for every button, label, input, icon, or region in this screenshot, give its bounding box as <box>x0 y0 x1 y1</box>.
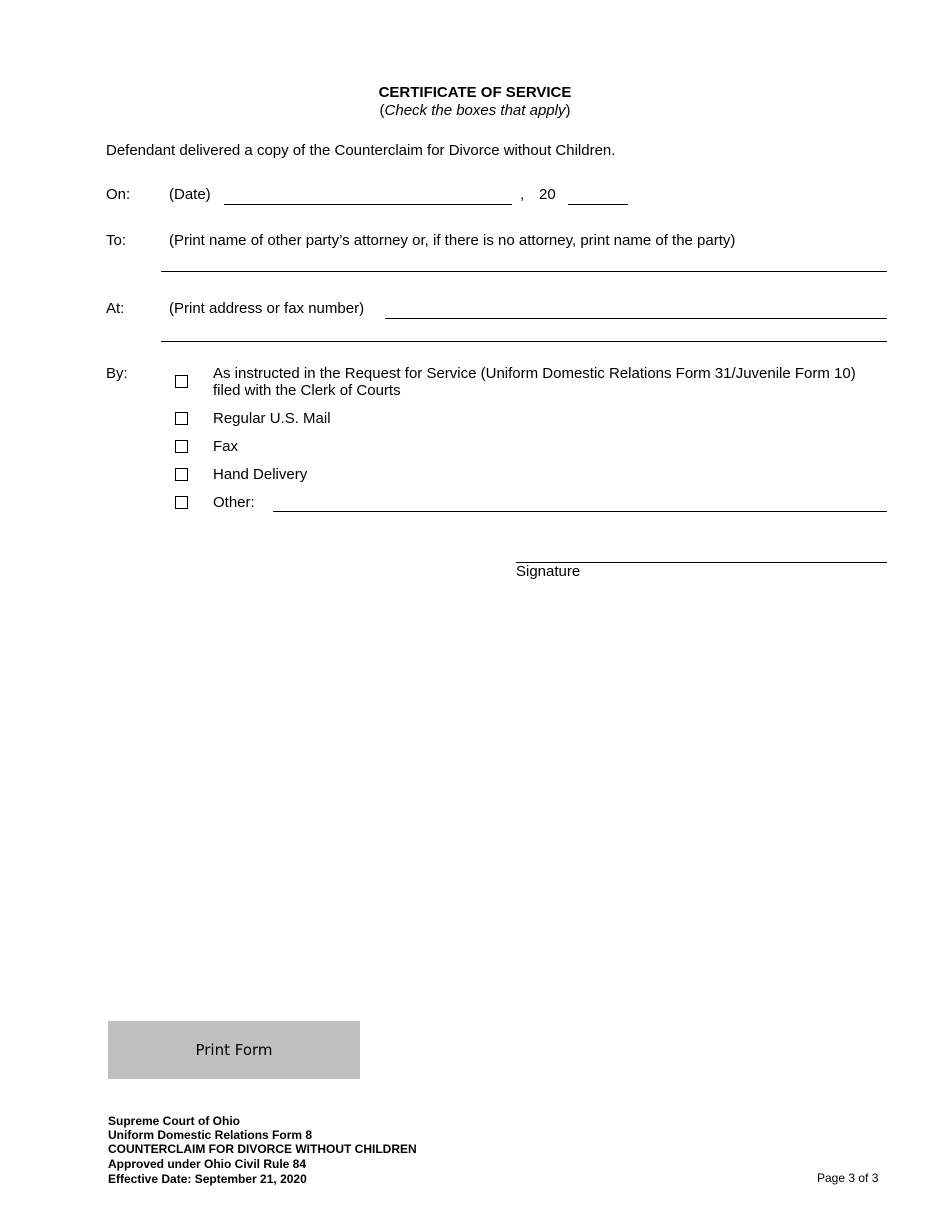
to-instruction: (Print name of other party’s attorney or, if there is no attorney, print name of the party) <box>169 232 736 249</box>
footer-form-title: COUNTERCLAIM FOR DIVORCE WITHOUT CHILDREN <box>108 1142 417 1156</box>
at-field[interactable] <box>385 318 887 319</box>
page-subtitle: (Check the boxes that apply) <box>379 102 571 119</box>
checkbox-request-for-service[interactable] <box>175 375 188 388</box>
checkbox-other[interactable] <box>175 496 188 509</box>
footer-approval: Approved under Ohio Civil Rule 84 <box>108 1157 307 1171</box>
at-field-second-line[interactable] <box>161 341 887 342</box>
on-label: On: <box>106 186 131 203</box>
checkbox-regular-mail[interactable] <box>175 412 188 425</box>
checkbox-hand-delivery[interactable] <box>175 468 188 481</box>
footer-form-number: Uniform Domestic Relations Form 8 <box>108 1128 313 1142</box>
option-other: Other: <box>213 494 255 511</box>
date-label: (Date) <box>169 186 211 203</box>
to-label: To: <box>106 232 127 249</box>
option-hand-delivery: Hand Delivery <box>213 466 308 483</box>
option-fax: Fax <box>213 438 239 455</box>
option-regular-mail: Regular U.S. Mail <box>213 410 331 427</box>
subtitle-instruction: Check the boxes that apply <box>384 102 566 119</box>
footer-court: Supreme Court of Ohio <box>108 1114 240 1128</box>
at-label: At: <box>106 300 125 317</box>
other-field[interactable] <box>273 511 887 512</box>
option-request-for-service-line2: filed with the Clerk of Courts <box>213 382 401 399</box>
to-field[interactable] <box>161 271 887 272</box>
year-field[interactable] <box>568 204 628 205</box>
page-title: CERTIFICATE OF SERVICE <box>378 84 572 101</box>
print-form-button[interactable]: Print Form <box>108 1021 360 1079</box>
by-label: By: <box>106 365 128 382</box>
intro-text: Defendant delivered a copy of the Counterclaim for Divorce without Children. <box>106 142 616 159</box>
checkbox-fax[interactable] <box>175 440 188 453</box>
footer-effective-date: Effective Date: September 21, 2020 <box>108 1172 307 1186</box>
year-prefix: 20 <box>539 186 556 203</box>
date-field[interactable] <box>224 204 512 205</box>
page-number: Page 3 of 3 <box>817 1171 879 1185</box>
at-instruction: (Print address or fax number) <box>169 300 365 317</box>
option-request-for-service-line1: As instructed in the Request for Service (Uniform Domestic Relations Form 31/Juvenile Form 10) <box>213 365 856 382</box>
signature-label: Signature <box>516 563 581 580</box>
date-comma: , <box>520 186 525 203</box>
